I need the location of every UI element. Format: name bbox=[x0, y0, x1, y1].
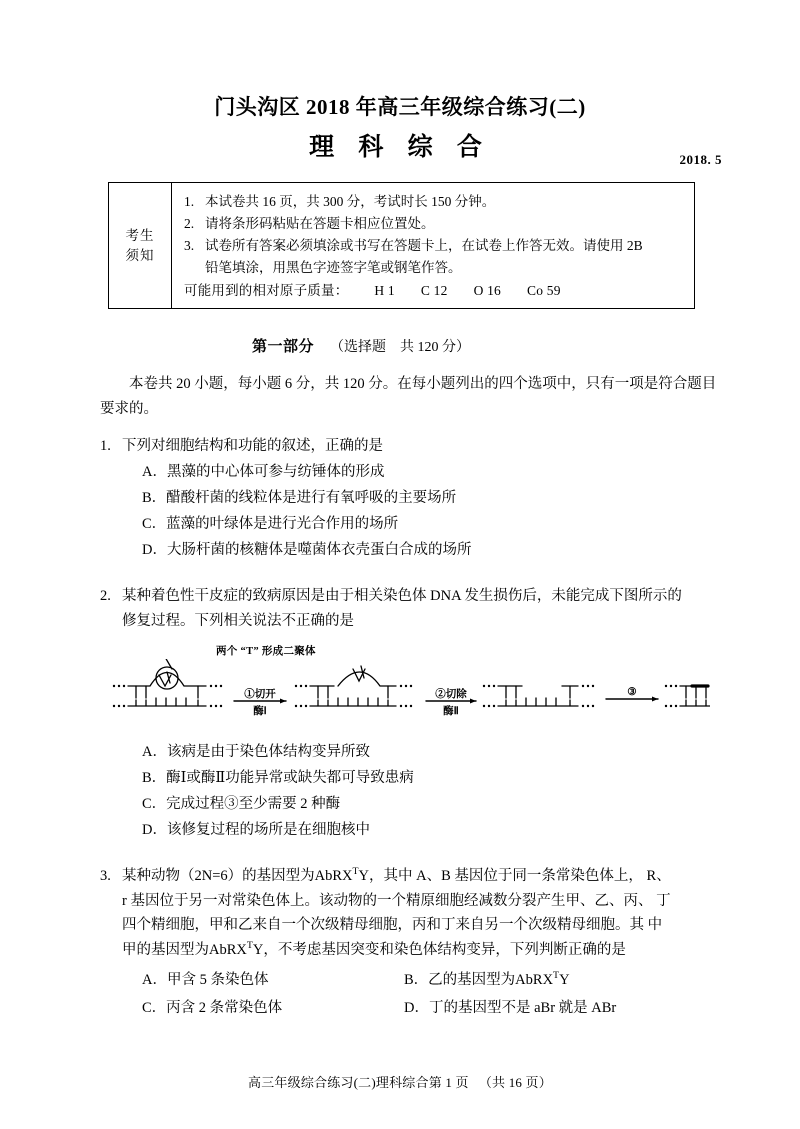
question-1-options bbox=[100, 460, 722, 563]
figure-drawing bbox=[110, 659, 722, 734]
subject-row bbox=[0, 134, 800, 168]
question-1-stem: 下列对细胞结构和功能的叙述，正确的是 bbox=[122, 438, 383, 455]
part-one-title: 第一部分 bbox=[252, 339, 315, 356]
q3-genotype-1-tail: Y bbox=[358, 867, 370, 884]
q3-genotype-1-sup: T bbox=[352, 865, 359, 877]
notice-item bbox=[184, 191, 686, 213]
q3-text-a: 某种动物（2N=6）的基因型为 bbox=[122, 867, 315, 884]
question-1-option-d[interactable]: D．大肠杆菌的核糖体是噬菌体衣壳蛋白合成的场所 bbox=[142, 541, 472, 558]
question-2-stem-line-1: 某种着色性干皮症的致病原因是由于相关染色体 DNA 发生损伤后，未能完成下图所示的 bbox=[122, 587, 682, 604]
subject-title: 理 科 综 合 bbox=[309, 134, 491, 162]
question-1-option-a[interactable]: A．黑藻的中心体可参与纺锤体的形成 bbox=[142, 464, 385, 481]
notice-item-text: 本试卷共 16 页，共 300 分，考试时长 150 分钟。 bbox=[205, 194, 496, 210]
question-3-options bbox=[100, 967, 722, 1022]
question-3-option-a[interactable]: A．甲含 5 条染色体 bbox=[142, 972, 269, 989]
notice-label-line2: 须知 bbox=[125, 247, 155, 263]
exam-date: 2018. 5 bbox=[679, 152, 722, 168]
notice-item-number: 3. bbox=[184, 237, 195, 253]
arrow-2-top-label: ②切除 bbox=[435, 688, 467, 701]
candidate-notice-box bbox=[108, 182, 695, 309]
question-3-stem-line-1 bbox=[122, 864, 722, 889]
q3-text-d: ，不考虑基因突变和染色体结构变异，下列判断正确的是 bbox=[263, 942, 626, 959]
atomic-mass-co: Co 59 bbox=[527, 282, 561, 298]
q3-genotype-2-tail: Y bbox=[252, 942, 264, 959]
atomic-mass-c: C 12 bbox=[420, 282, 448, 298]
notice-item-continuation: 铅笔填涂，用黑色字迹签字笔或钢笔作答。 bbox=[205, 259, 462, 275]
question-3-option-row-2 bbox=[100, 995, 722, 1023]
notice-item-number: 2. bbox=[184, 216, 195, 232]
ellipsis-right-top-1 bbox=[210, 685, 222, 687]
question-2 bbox=[100, 584, 722, 844]
part-one-subtitle: （选择题 共 120 分） bbox=[330, 340, 471, 356]
question-2-head bbox=[100, 584, 722, 609]
question-2-option-c[interactable]: C．完成过程③至少需要 2 种酶 bbox=[142, 796, 341, 813]
question-3-number: 3. bbox=[100, 867, 111, 884]
part-one-heading bbox=[100, 335, 722, 360]
question-3-option-b[interactable] bbox=[404, 967, 570, 995]
ellipsis-right-bottom-1 bbox=[210, 705, 222, 707]
question-1-head bbox=[100, 434, 722, 459]
page-title: 门头沟区 2018 年高三年级综合练习(二) bbox=[214, 95, 586, 119]
ellipsis-left-top-4 bbox=[665, 685, 677, 687]
q3-text-c: 甲的基因型为 bbox=[122, 942, 209, 959]
question-2-option-d[interactable]: D．该修复过程的场所是在细胞核中 bbox=[142, 821, 370, 838]
notice-item bbox=[184, 213, 686, 235]
relative-atomic-mass-line bbox=[184, 280, 686, 302]
notice-item-text: 试卷所有答案必须填涂或书写在答题卡上，在试卷上作答无效。请使用 2B bbox=[205, 237, 643, 253]
q3-opt-b-sup: T bbox=[553, 970, 560, 982]
question-1-option-c[interactable]: C．蓝藻的叶绿体是进行光合作用的场所 bbox=[142, 515, 399, 532]
atomic-mass-h: H 1 bbox=[374, 282, 395, 298]
ellipsis-left-bottom-3 bbox=[483, 705, 495, 707]
q3-genotype-2-sup: T bbox=[246, 940, 253, 952]
ellipsis-left-bottom-4 bbox=[665, 705, 677, 707]
question-3-stem-line-4 bbox=[100, 938, 722, 963]
exam-content bbox=[100, 335, 722, 1022]
arrow-1-top-label: ①切开 bbox=[244, 688, 276, 701]
notice-label bbox=[109, 183, 172, 308]
q3-opt-b-prefix: B．乙的基因型为 bbox=[404, 972, 516, 989]
question-3-stem-line-3: 四个精细胞，甲和乙来自一个次级精母细胞，丙和丁来自另一个次级精母细胞。其 中 bbox=[122, 917, 663, 934]
question-1-option-b[interactable]: B．醋酸杆菌的线粒体是进行有氧呼吸的主要场所 bbox=[142, 490, 457, 507]
ellipsis-left-bottom-2 bbox=[295, 705, 307, 707]
ellipsis-right-bottom-2 bbox=[400, 705, 412, 707]
q3-opt-b-tail: Y bbox=[559, 972, 570, 989]
question-1-number: 1. bbox=[100, 438, 111, 455]
part-one-instruction: 本卷共 20 小题，每小题 6 分，共 120 分。在每小题列出的四个选项中，只有一项是符合题目要求的。 bbox=[100, 376, 717, 417]
ellipsis-left-top-3 bbox=[483, 685, 495, 687]
ellipsis-left-bottom bbox=[113, 705, 125, 707]
question-3-option-row-1 bbox=[100, 967, 722, 995]
question-3-stem-line-2: r 基因位于另一对常染色体上。该动物的一个精原细胞经减数分裂产生甲、乙、丙、 丁 bbox=[122, 892, 671, 909]
q3-opt-b-base: AbRX bbox=[515, 972, 554, 989]
atomic-mass-label: 可能用到的相对原子质量： bbox=[184, 282, 349, 298]
atomic-mass-o: O 16 bbox=[473, 282, 502, 298]
dna-repair-svg bbox=[110, 659, 710, 725]
question-3-head bbox=[100, 864, 722, 889]
q3-genotype-2-base: AbRX bbox=[209, 942, 247, 959]
q3-text-b: ，其中 A、B 基因位于同一条常染色体上， R、 bbox=[369, 867, 671, 884]
question-2-option-b[interactable]: B．酶Ⅰ或酶Ⅱ功能异常或缺失都可导致患病 bbox=[142, 770, 414, 787]
dna-repair-figure bbox=[100, 643, 722, 734]
figure-caption-dimer: 两个 “T” 形成二聚体 bbox=[216, 646, 316, 658]
question-2-number: 2. bbox=[100, 587, 111, 604]
arrow-1-bottom-label: 酶Ⅰ bbox=[253, 705, 267, 718]
question-2-option-a[interactable]: A．该病是由于染色体结构变异所致 bbox=[142, 744, 370, 761]
ellipsis-left-top-2 bbox=[295, 685, 307, 687]
question-1 bbox=[100, 434, 722, 563]
question-3 bbox=[100, 864, 722, 1023]
q3-genotype-1-base: AbRX bbox=[314, 867, 353, 884]
notice-item-text: 请将条形码粘贴在答题卡相应位置处。 bbox=[205, 216, 435, 232]
notice-item-number: 1. bbox=[184, 194, 195, 210]
question-2-options bbox=[100, 740, 722, 843]
question-3-option-c[interactable]: C．丙含 2 条常染色体 bbox=[142, 999, 283, 1016]
notice-label-line1: 考生 bbox=[125, 227, 155, 243]
question-2-stem-line-2: 修复过程。下列相关说法不正确的是 bbox=[122, 612, 354, 629]
arrow-2-enzyme-label: 酶Ⅱ bbox=[443, 705, 459, 718]
q3-opt-b-genotype bbox=[515, 972, 569, 988]
arrow-3-label: ③ bbox=[627, 686, 637, 699]
q3-genotype-1 bbox=[314, 865, 370, 884]
notice-body bbox=[172, 183, 694, 308]
ellipsis-right-top-3 bbox=[582, 685, 594, 687]
ellipsis-right-bottom-3 bbox=[582, 705, 594, 707]
page-footer: 高三年级综合练习(二)理科综合第 1 页 （共 16 页） bbox=[248, 1075, 552, 1090]
notice-item bbox=[184, 235, 686, 257]
q3-genotype-2 bbox=[209, 942, 263, 958]
ellipsis-right-top-2 bbox=[400, 685, 412, 687]
question-3-option-d[interactable]: D．丁的基因型不是 aBr 就是 ABr bbox=[404, 999, 617, 1016]
ellipsis-left-top bbox=[113, 685, 125, 687]
